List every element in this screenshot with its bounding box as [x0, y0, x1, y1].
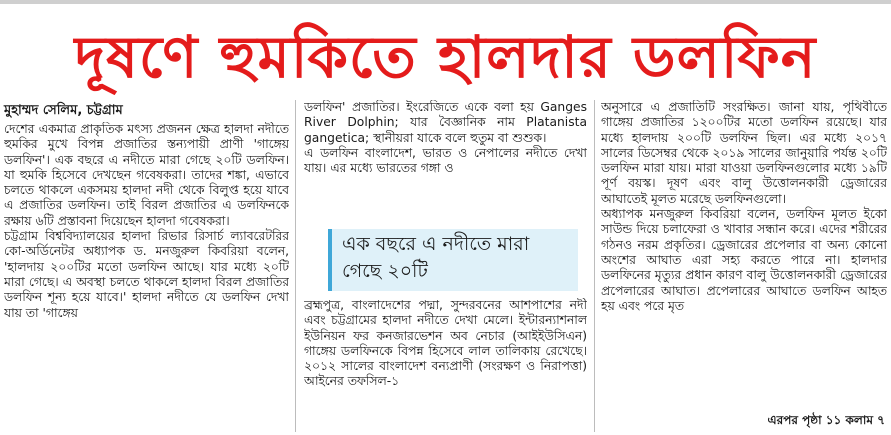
column-divider-1 — [295, 100, 296, 432]
paragraph: ডলফিন' প্রজাতির। ইংরেজিতে একে বলা হয় Ganges River Dolphin; যার বৈজ্ঞানিক নাম Platanista gangetica; স্থানীয়রা যাকে বলে হুতুম বা শুশুক। — [304, 100, 587, 145]
paragraph: দেশের একমাত্র প্রাকৃতিক মৎস্য প্রজনন ক্ষেত্র হালদা নদীতে হুমকির মুখে বিপন্ন প্রজাতির স্তন্যপায়ী প্রাণী 'গাঙ্গেয় ডলফিন'। এক বছরে এ নদীতে মারা গেছে ২০টি ডলফিন। যা হুমকি হিসেবে দেখছেন গবেষকরা। তাদের শঙ্কা, এভাবে চলতে থাকলে একসময় হালদা নদী থেকে বিলুপ্ত হয়ে যাবে এ প্রজাতির ডলফিন। তাই বিরল প্রজাতির এ ডলফিনকে রক্ষায় ৬টি প্রস্তাবনা দিয়েছেন হালদা গবেষকরা। — [4, 122, 289, 228]
column-divider-2 — [594, 100, 595, 432]
article-column-3 — [601, 100, 887, 430]
paragraph: অনুসারে এ প্রজাতিটি সংরক্ষিত। জানা যায়, পৃথিবীতে গাঙ্গেয় প্রজাতির ১২০০টির মতো ডলফিন রয়েছে। যার মধ্যে হালদায় ২০০টি ডলফিন ছিল। এর মধ্যে ২০১৭ সালের ডিসেম্বর থেকে ২০১৯ সালের জানুয়ারি পর্যন্ত ২০টি ডলফিন মারা যায়। মারা যাওয়া ডলফিনগুলোর মধ্যে ১৯টি পূর্ণ বয়স্ক। দূষণ এবং বালু উত্তোলনকারী ড্রেজারের আঘাতেই মূলত মরেছে ডলফিনগুলো। — [601, 100, 887, 206]
byline: মুহাম্মদ সেলিম, চট্টগ্রাম — [4, 103, 123, 118]
pull-quote: এক বছরে এ নদীতে মারা গেছে ২০টি — [328, 229, 578, 291]
column-2-lower — [304, 298, 587, 428]
top-border — [0, 0, 891, 4]
column-2-upper — [304, 100, 587, 202]
paragraph: চট্টগ্রাম বিশ্ববিদ্যালয়ের হালদা রিভার রিসার্চ ল্যাবরেটরির কো-অর্ডিনেটর অধ্যাপক ড. মনজুরুল কিবরিয়া বলেন, 'হালদায় ২০০টির মতো ডলফিন আছে। যার মধ্যে ২০টি মারা গেছে। এ অবস্থা চলতে থাকলে হালদা বিরল প্রজাতির ডলফিন শূন্য হয়ে যাবে।' হালদা নদীতে যে ডলফিন দেখা যায় তা 'গাঙ্গেয় — [4, 229, 289, 320]
paragraph: অধ্যাপক মনজুরুল কিবরিয়া বলেন, ডলফিন মূলত ইকো সাউন্ড দিয়ে চলাফেরা ও খাবার সন্ধান করে। এদের শরীরের গঠনও নরম প্রকৃতির। ড্রেজারের প্রপেলার বা অন্য কোনো অংশের আঘাত এরা সহ্য করতে পারে না। হালদার ডলফিনের মৃত্যুর প্রধান কারণ বালু উত্তোলনকারী ড্রেজারের প্রপেলারের আঘাত। প্রপেলারের আঘাতে ডলফিন আহত হয় এবং পরে মৃত — [601, 207, 887, 313]
article-column-1 — [4, 122, 289, 432]
headline: দূষণে হুমকিতে হালদার ডলফিন — [74, 23, 817, 91]
paragraph: ব্রহ্মপুত্র, বাংলাদেশের পদ্মা, সুন্দরবনের আশপাশের নদী এবং চট্টগ্রামের হালদা নদীতে দেখা মেলে। ইন্টারন্যাশনাল ইউনিয়ন ফর কনজারভেশন অব নেচার (আইইউসিএন) গাঙ্গেয় ডলফিনকে বিপন্ন হিসেবে লাল তালিকায় রেখেছে। ২০১২ সালের বাংলাদেশ বন্যপ্রাণী (সংরক্ষণ ও নিরাপত্তা) আইনের তফসিল-১ — [304, 298, 587, 389]
paragraph: এ ডলফিন বাংলাদেশ, ভারত ও নেপালের নদীতে দেখা যায়। এর মধ্যে ভারতের গঙ্গা ও — [304, 145, 587, 176]
continued-reference: এরপর পৃষ্ঠা ১১ কলাম ৭ — [767, 413, 885, 427]
